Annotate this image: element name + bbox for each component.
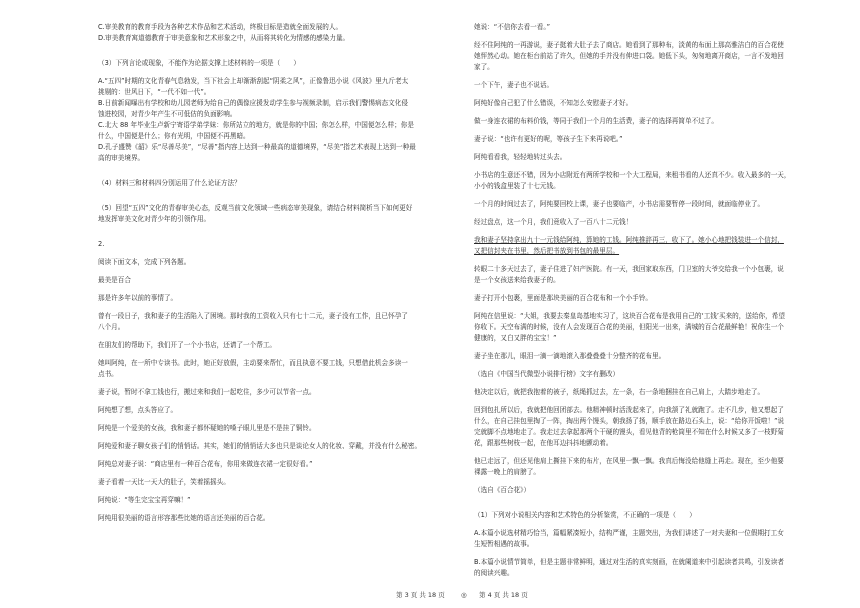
text-line: （5）回望“五四”文化的青春审美心态，反观当前文化领域一些病态审美现象，请结合材料简析当下如何更好 (98, 204, 413, 212)
text-line: 阿纯想了想，点头答应了。 (98, 406, 178, 414)
text-line: 点书。 (98, 370, 118, 378)
text-line: （选自《百合花》） (474, 486, 531, 494)
text-line: 什么，中国便是什么；你有光明，中国便不再黑暗。 (98, 132, 250, 140)
text-line: 挑剔的：世风日下，“一代不如一代”。 (98, 88, 211, 96)
text-line: 阿纯好像自己犯了什么错误，不知怎么安慰妻子才好。 (474, 99, 633, 107)
text-line: 什么，在自己挂包里掏了一阵，掏出两个馒头，朝我扬了扬，顺手放在路边石头上，说：“给你开饭啦！”说 (474, 417, 785, 425)
text-line: （选自《中国当代微型小说排行榜》文字有删改） (474, 370, 620, 378)
text-line: 在朋友们的帮助下，我们开了一个小书店，还请了一个帮工。 (98, 341, 277, 349)
text-line: 阅读下面文本，完成下列各题。 (98, 258, 191, 266)
text-line: C.北大 88 年毕业生卢新宁寄语学弟学妹：你所站立的地方，就是你的中国；你怎么样，中国便怎么样；你是 (98, 121, 414, 129)
text-line: （3）下列言论或现象，不能作为论据支撑上述材料的一项是（ ） (98, 59, 301, 67)
text-line: 的阅读兴趣。 (474, 569, 514, 577)
text-line: 他决定以后，就把我抱着的被子，纸绳抓过去，左一条，右一条地捆挂在自己肩上，大踏步地走了。 (474, 388, 765, 396)
text-line: 2. (98, 240, 105, 248)
text-line: 他已走远了，但还见他肩上撕挂下来的布片，在风里一飘一飘。我真后悔没给他缝上再走。现在，至少他要 (474, 457, 784, 465)
text-line: 一个下午，妻子也不说话。 (474, 81, 554, 89)
page-separator-icon: ◎ (461, 591, 467, 599)
text-line: 阿纯爱和妻子聊女孩子们的悄悄话。其实，她们的悄悄话大多也只是谈论女人的化妆、穿戴，并没有什么秘密。 (98, 442, 422, 450)
left-page-column (98, 22, 448, 524)
text-line: 转眼二十多天过去了，妻子住进了妇产医院。有一天，我回家取东西，门卫室的大爷交给我一个小包裹，说 (474, 265, 784, 273)
text-line: 又把信封夹在书里，然后把书放到书包的最里层。 (474, 247, 620, 255)
text-line: 我和妻子坚持拿出九十一元钱给阿纯，算她的工钱。阿纯推辞再三，收下了。她小心地把钱装进一个信封， (474, 236, 784, 244)
text-line: 小书店的生意还不错，因为小店附近有两所学校和一个大工程局，来租书看的人还真不少。收入最多的一天， (474, 171, 791, 179)
text-line: 家了。 (474, 63, 494, 71)
text-line: 回到包扎所以后，我就把他回团部去。他精神顿时活泼起来了，向我颔了礼就跑了。走不几步，他又想起了 (474, 406, 784, 414)
text-line: 最美是百合 (98, 276, 131, 284)
text-line: C.审美教育的教育手段为各种艺术作品和艺术活动，终极目标是造就全面发展的人。 (98, 23, 343, 31)
text-line: 完就脚不点地地走了。我走过去拿起那两个干硬的馒头，看见他背的枪筒里不知在什么时候又多了一枝野菊 (474, 428, 784, 436)
text-line: 妻子说，暂时不拿工钱也行，搬过来和我们一起吃住，多少可以节省一点。 (98, 388, 316, 396)
text-line: 高的审美境界。 (98, 154, 145, 162)
text-line: A.本篇小说选材精巧恰当，篇幅紧凑短小，结构严谨，主题突出，为我们讲述了一对夫妻和一位假期打工女 (474, 529, 784, 537)
text-line: A.“五四”时期的文化青春气息勃发，当下社会上却渐渐刮起“阴柔之风”，正像鲁迅小说《风波》里九斤老太 (98, 77, 409, 85)
text-line: 阿纯说：“等生完宝宝再穿嘛！” (98, 496, 191, 504)
text-line: 裸露一晚上的肩膀了。 (474, 468, 540, 476)
text-line: （4）材料三和材料四分别运用了什么论证方法？ (98, 179, 241, 187)
text-line: 她怦然心动。她在柜台前站了许久，但她的手并没有伸进口袋。她低下头，匆匆地离开商店，一言不发地回 (474, 52, 784, 60)
text-line: 妻子看着一天比一天大的肚子，笑着摇摇头。 (98, 478, 230, 486)
text-line: （1）下列对小说相关内容和艺术特色的分析鉴赏，不正确的一项是（ ） (474, 511, 696, 519)
text-line: 阿纯看看我，轻轻地转过头去。 (474, 153, 567, 161)
text-line: 阿纯总对妻子说：“商店里有一种百合花布，你用来做连衣裙一定很好看。” (98, 460, 313, 468)
text-line: 妻子说：“也许有更好的呢，等孩子生下来再说吧。” (474, 135, 623, 143)
text-line: 她叫阿纯，在一所中专读书。此时，她正好放假，主动要来帮忙，而且执意不要工钱，只想借此机会多读一 (98, 359, 408, 367)
text-line: B.本篇小说情节简单，但是主题非常鲜明，通过对生活的真实刻画，在就阑道来中引起读者共鸣，引发读者 (474, 558, 784, 566)
text-line: 地发挥审美文化对青少年的引领作用。 (98, 215, 211, 223)
text-line: D.孔子盛赞《韶》乐“尽善尽美”，“尽善”指内容上达到一种最高的道德境界，“尽美”指艺术表现上达到一种最 (98, 143, 416, 151)
text-line: 一个月的时间过去了，阿纯要回校上课，妻子也要临产，小书店需要暂停一段时间，就面临停业了。 (474, 200, 765, 208)
right-page-column (474, 22, 826, 579)
page-number-left: 第 3 页 共 18 页 (396, 591, 445, 599)
text-line: 你收下。天空布满的时候，没有人会发现百合花的美丽，但阳光一出来，满城的百合花最鲜艳！祝你生一个 (474, 323, 784, 331)
text-line: 经不住阿纯的一再游说，妻子挺着大肚子去了商店。她看到了那种布，淡黄的布面上那高雅洁白的百合花使 (474, 41, 784, 49)
text-line: 阿纯在信里说：“大姐，我要去秦皇岛基地实习了，这块百合花布是我用自己的‘工钱’买来的，送给你，希望 (474, 312, 785, 320)
text-line: 做一身连衣裙的布料价钱，等同于我们一个月的生活费，妻子的选择再简单不过了。 (474, 117, 718, 125)
text-line: 花，跟那些树枝一起，在他耳边抖抖地颤动着。 (474, 439, 613, 447)
text-line: 是一个女孩送来给我妻子的。 (474, 276, 560, 284)
text-line: 那是许多年以前的事情了。 (98, 294, 178, 302)
page-number-right: 第 4 页 共 18 页 (479, 591, 528, 599)
text-line: D.审美教育寓道德教育于审美意象和艺术形象之中，从而将其转化为情感的感染力量。 (98, 34, 350, 42)
text-line: 八个月。 (98, 323, 125, 331)
text-line: 经过盘点，这一个月，我们竟收入了一百八十二元钱！ (474, 218, 633, 226)
text-line: 妻子坐在那儿，眼泪一滴一滴地滚入那叠叠叠十分整齐的花布里。 (474, 352, 666, 360)
text-line: 健康的，又白又胖的宝宝！” (474, 334, 557, 342)
text-line: 小小的钱盒里装了十七元钱。 (474, 182, 560, 190)
text-line: 妻子打开小包裹，里面是那块美丽的百合花布和一个小手铃。 (474, 294, 653, 302)
text-line: 生短暂相遇的故事。 (474, 540, 534, 548)
text-line: 阿纯是一个爱美的女孩，我和妻子都怀疑她的嗓子眼儿里是不是挂了铜铃。 (98, 424, 316, 432)
text-line: B.日前新闻曝出有学校和幼儿园老师为给自己的偶像应援发动学生参与视频录制，启示我们警惕病态文化侵 (98, 99, 408, 107)
text-line: 曾有一段日子，我和妻子的生活陷入了困境。那时我的工资收入只有七十二元，妻子没有工作，且已怀孕了 (98, 312, 408, 320)
text-line: 阿纯用很美丽的语言形容那些比她的语言还美丽的百合花。 (98, 514, 270, 522)
text-line: 蚀进校园，对青少年产生不可低估的负面影响。 (98, 110, 237, 118)
text-line: 她说：“不信你去看一看。” (474, 23, 551, 31)
